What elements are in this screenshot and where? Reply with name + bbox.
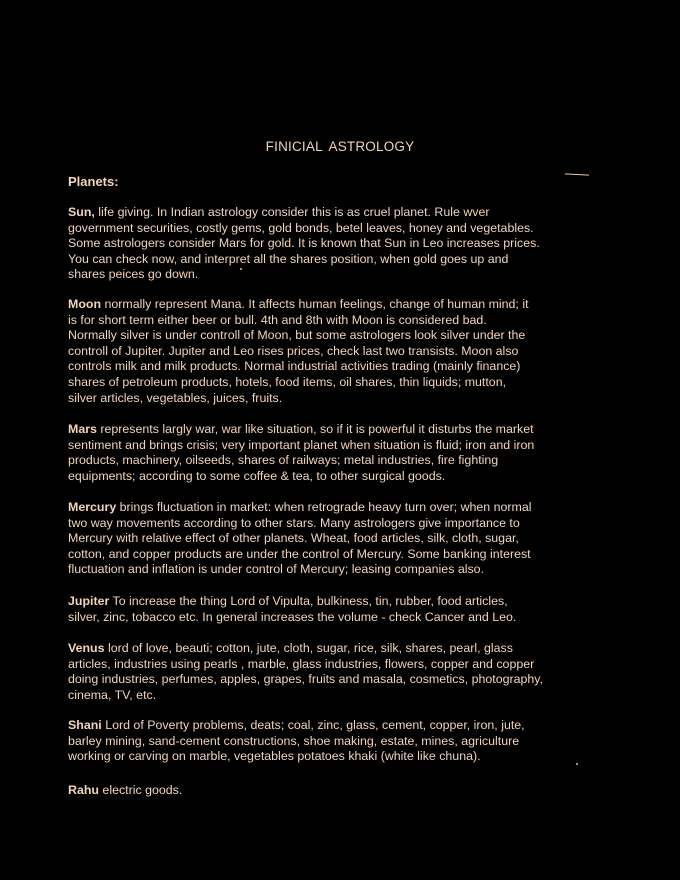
paragraph-line: Mars represents largly war, war like situation, so if it is powerful it disturbs the market	[68, 422, 534, 436]
planet-name-jupiter: Jupiter	[68, 594, 110, 608]
paragraph-line: You can check now, and interpret all the shares position, when gold goes up and	[68, 251, 509, 266]
dash-mark	[565, 173, 589, 175]
paragraph-mercury	[68, 500, 598, 578]
paragraph-line: cotton, and copper products are under the control of Mercury. Some banking interest	[68, 546, 531, 561]
paragraph-shani	[68, 718, 598, 765]
scan-speck	[240, 268, 242, 270]
planet-name-moon: Moon	[68, 297, 102, 311]
paragraph-line: government securities, costly gems, gold bonds, betel leaves, honey and vegetables.	[68, 220, 534, 235]
paragraph-line: is for short term either beer or bull. 4th and 8th with Moon is considered bad.	[68, 312, 487, 327]
section-heading-planets: Planets:	[68, 174, 119, 189]
paragraph-line: products, machinery, oilseeds, shares of railways; metal industries, fire fighting	[68, 453, 499, 468]
paragraph-line: controll of Jupiter. Jupiter and Leo rises prices, check last two transists. Moon also	[68, 343, 519, 358]
paragraph-line: Jupiter To increase the thing Lord of Vipulta, bulkiness, tin, rubber, food articles,	[68, 594, 508, 608]
paragraph-line: Mercury brings fluctuation in market: when retrograde heavy turn over; when normal	[68, 500, 532, 514]
paragraph-line: Mercury with relative effect of other planets. Wheat, food articles, silk, cloth, sugar,	[68, 531, 519, 546]
paragraph-line: barley mining, sand-cement constructions, shoe making, estate, mines, agriculture	[68, 733, 520, 748]
planet-name-shani: Shani	[68, 718, 102, 732]
paragraph-line: Venus lord of love, beauti; cotton, jute, cloth, sugar, rice, silk, shares, pearl, glass	[68, 641, 513, 655]
paragraph-mars	[68, 422, 598, 484]
paragraph-line: Moon normally represent Mana. It affects human feelings, change of human mind; it	[68, 297, 529, 311]
paragraph-line: sentiment and brings crisis; very important planet when situation is fluid; iron and iron	[68, 437, 535, 452]
planet-name-mars: Mars	[68, 422, 97, 436]
paragraph-rahu	[68, 783, 598, 799]
planet-name-venus: Venus	[68, 641, 105, 655]
planet-name-rahu: Rahu	[68, 783, 99, 797]
paragraph-line: doing industries, perfumes, apples, grapes, fruits and masala, cosmetics, photography,	[68, 672, 543, 687]
paragraph-venus	[68, 641, 598, 703]
paragraph-line: Shani Lord of Poverty problems, deats; coal, zinc, glass, cement, copper, iron, jute,	[68, 718, 525, 732]
paragraph-line: fluctuation and inflation is under control of Mercury; leasing companies also.	[68, 562, 484, 577]
paragraph-line: Rahu electric goods.	[68, 783, 183, 797]
planet-name-mercury: Mercury	[68, 500, 117, 514]
paragraph-line: equipments; according to some coffee & tea, to other surgical goods.	[68, 468, 446, 483]
paragraph-moon	[68, 297, 598, 406]
paragraph-line: shares of petroleum products, hotels, food items, oil shares, thin liquids; mutton,	[68, 374, 507, 389]
paragraph-jupiter	[68, 594, 598, 625]
paragraph-line: silver articles, vegetables, juices, fruits.	[68, 390, 283, 405]
paragraph-line: articles, industries using pearls , marble, glass industries, flowers, copper and copper	[68, 656, 535, 671]
paragraph-line: Some astrologers consider Mars for gold. It is known that Sun in Leo increases prices.	[68, 236, 540, 251]
planet-name-sun: Sun,	[68, 205, 95, 219]
paragraph-line: controls milk and milk products. Normal industrial activities trading (mainly finance)	[68, 359, 521, 374]
paragraph-line: Normally silver is under controll of Moon, but some astrologers look silver under the	[68, 328, 526, 343]
paragraph-sun	[68, 205, 598, 283]
paragraph-line: two way movements according to other stars. Many astrologers give importance to	[68, 515, 520, 530]
paragraph-line: working or carving on marble, vegetables potatoes khaki (white like chuna).	[68, 749, 481, 764]
scan-speck	[576, 763, 578, 765]
paragraph-line: Sun, life giving. In Indian astrology consider this is as cruel planet. Rule wver	[68, 205, 490, 219]
document-title: FINICIAL ASTROLOGY	[265, 139, 415, 154]
paragraph-line: silver, zinc, tobacco etc. In general increases the volume - check Cancer and Leo.	[68, 609, 517, 624]
paragraph-line: cinema, TV, etc.	[68, 687, 157, 702]
paragraph-line: shares peices go down.	[68, 267, 199, 282]
